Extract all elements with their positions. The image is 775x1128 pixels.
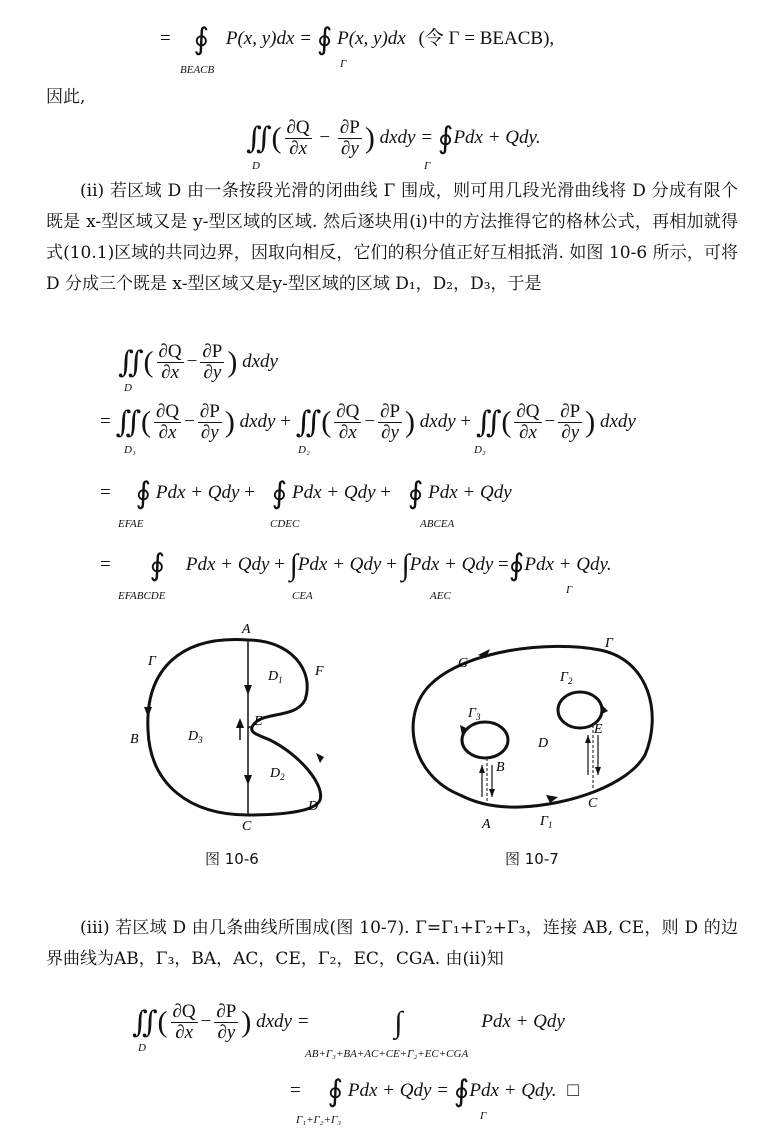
integral-subscript: EFABCDE <box>118 590 166 602</box>
plus-sign: + <box>274 553 285 575</box>
fraction-numerator: ∂P <box>339 117 360 138</box>
label-D1: $D_1$ <box>268 669 283 685</box>
integrand: Pdx + Qdy <box>297 553 382 575</box>
label-A: A <box>482 817 491 832</box>
arrow-icon <box>244 775 252 785</box>
label-D2: $D_2$ <box>270 766 285 782</box>
paragraph-ii: (ii) 若区域 D 由一条按段光滑的闭曲线 Γ 围成，则可用几段光滑曲线将 D 分成有限个既是 x-型区域又是 y-型区域的区域. 然后逐块用(i)中的方法推得它的格林公式，再相加就得式(10.1)区域的共同边界，因取向相反，它们的积分值正好互相抵消. 如图 10-6 所示，可将 D 分成三个既是 x-型区域又是y-型区域的区域 D₁，D₂，D₃，于是 <box>46 181 738 294</box>
equals-sign: = <box>160 27 171 49</box>
integral-subscript: Γ <box>566 584 573 596</box>
block-row-2: = ∮ Pdx + Qdy + ∮ Pdx + Qdy + ∮ Pdx + Qdy <box>100 477 512 510</box>
label-D: D <box>308 799 319 814</box>
inner-boundary-3 <box>462 722 508 758</box>
integrand: Pdx + Qdy <box>428 481 512 503</box>
block-row-0: ∬( $\frac{\partial Q}{\partial x}$ − $\frac{\partial P}{\partial y}$ ) dxdy <box>118 341 278 383</box>
integrand: Pdx + Qdy. <box>469 1079 557 1101</box>
arrow-icon <box>244 685 252 695</box>
label-A: A <box>242 622 251 637</box>
label-gamma: Γ <box>148 654 156 669</box>
qed-box: □ <box>567 1079 579 1101</box>
integral-subscript: BEACB <box>180 64 215 76</box>
integral-tail: dxdy = <box>379 126 434 148</box>
integrand: Pdx + Qdy <box>291 481 376 503</box>
label-gamma: Γ <box>605 636 613 651</box>
integrand: Pdx + Qdy = <box>347 1079 449 1101</box>
integral-subscript: Γ <box>480 1110 487 1122</box>
line-integral-sign: ∫ <box>401 548 410 582</box>
label-B: B <box>496 760 505 775</box>
label-gamma1: $\Gamma_1$ <box>540 814 553 830</box>
block-row-1: = ∬( $\frac{\partial Q}{\partial x}$ − $\frac{\partial P}{\partial y}$ ) dxdy + ∬( $\frac{\partial Q}{\partial x}$ − $\frac{\partial P}{\partial y}$ ) dxdy + ∬( $\frac{\partial Q}{\partial x}$ − $\frac{\partial P}{\partial y}$ ) dxdy <box>100 401 636 443</box>
label-F: F <box>315 664 324 679</box>
figure-caption: 图 10-7 <box>505 850 559 868</box>
equals-sign: = <box>290 1079 301 1101</box>
minus-sign: − <box>319 126 331 148</box>
contour-integral-sign: ∮ <box>437 122 454 155</box>
integral-rhs: Pdx + Qdy. <box>453 126 541 148</box>
label-E: E <box>254 714 263 729</box>
plus-sign: + <box>244 481 255 503</box>
integral-subscript: D <box>252 160 260 172</box>
fraction-numerator: ∂Q <box>286 117 310 138</box>
integrand: Pdx + Qdy <box>155 481 240 503</box>
label-D3: $D_3$ <box>188 729 203 745</box>
integral-subscript: EFAE <box>118 518 144 530</box>
integral-subscript: Γ <box>424 160 431 172</box>
arrow-icon <box>236 718 244 728</box>
double-integral-sign: ∬ <box>246 122 272 155</box>
formula-line-1 <box>160 22 554 57</box>
equals-sign: = <box>100 410 111 432</box>
equals-sign: = <box>100 481 111 503</box>
final-formula-row-2: = ∮ Pdx + Qdy = ∮Pdx + Qdy. □ <box>290 1075 579 1108</box>
line-integral-sign: ∫ <box>289 548 298 582</box>
integral-subscript: D₂ <box>298 444 310 456</box>
plus-sign: + <box>386 553 397 575</box>
final-formula-row-1: ∬( $\frac{\partial Q}{\partial x}$ − $\frac{\partial P}{\partial y}$ ) dxdy = ∫ Pdx + Qdy <box>132 1001 565 1043</box>
fraction-denominator: ∂y <box>340 138 359 159</box>
label-gamma2: $\Gamma_2$ <box>560 670 573 686</box>
integral-expression: P(x, y)dx <box>337 27 406 49</box>
fraction-denominator: ∂x <box>289 138 308 159</box>
note-text: (令 Γ = BEACB), <box>418 27 555 49</box>
label-E: E <box>594 722 603 737</box>
integral-expression: P(x, y)dx = <box>225 27 312 49</box>
integral-subscript: CDEC <box>270 518 300 530</box>
figure-caption: 图 10-6 <box>205 850 259 868</box>
integral-subscript: D₁ <box>124 444 136 456</box>
green-formula: ∬( $\frac{\partial Q}{\partial x}$ − $\frac{\partial P}{\partial y}$ ) dxdy = ∮Pdx + Qdy. <box>246 117 541 159</box>
plus-sign: + <box>280 410 291 432</box>
label-G: G <box>458 656 469 671</box>
arrow-icon <box>144 707 152 717</box>
label-gamma3: $\Gamma_3$ <box>468 706 481 722</box>
outer-boundary <box>413 646 652 807</box>
label-D: D <box>538 736 549 751</box>
block-row-3: = ∮ Pdx + Qdy + ∫Pdx + Qdy + ∫Pdx + Qdy =∮Pdx + Qdy. <box>100 548 612 582</box>
integral-subscript: Γ <box>340 58 347 70</box>
integral-subscript: Γ₁+Γ₂+Γ₃ <box>296 1114 342 1126</box>
figure-10-6 <box>120 615 350 840</box>
integrand: Pdx + Qdy <box>409 553 494 575</box>
integrand: Pdx + Qdy <box>481 1010 565 1032</box>
integral-subscript: AB+Γ₃+BA+AC+CE+Γ₂+EC+CGA <box>305 1048 469 1060</box>
text-therefore: 因此, <box>46 87 86 107</box>
arrow-icon <box>316 753 324 763</box>
label-B: B <box>130 732 139 747</box>
plus-sign: + <box>460 410 472 432</box>
contour-integral-sign: ∮ <box>193 23 210 56</box>
integral-subscript: CEA <box>292 590 313 602</box>
equals-sign: = <box>100 553 111 575</box>
label-C: C <box>242 819 252 834</box>
integral-subscript: AEC <box>430 590 451 602</box>
plus-sign: + <box>380 481 391 503</box>
label-C: C <box>588 796 598 811</box>
equals-sign: = <box>498 553 509 575</box>
contour-integral-sign: ∮ <box>316 23 333 56</box>
paragraph-iii: (iii) 若区域 D 由几条曲线所围成(图 10-7). Γ=Γ₁+Γ₂+Γ₃，连接 AB, CE，则 D 的边界曲线为AB，Γ₃，BA，AC，CE，Γ₂，EC，CGA. 由(ii)知 <box>46 918 738 969</box>
figure-10-7 <box>400 625 660 835</box>
boundary-left <box>148 640 248 815</box>
integral-subscript: D₃ <box>474 444 486 456</box>
integrand: Pdx + Qdy <box>185 553 270 575</box>
integral-subscript: D <box>124 382 132 394</box>
integrand: Pdx + Qdy. <box>524 553 612 575</box>
integral-subscript: ABCEA <box>420 518 455 530</box>
